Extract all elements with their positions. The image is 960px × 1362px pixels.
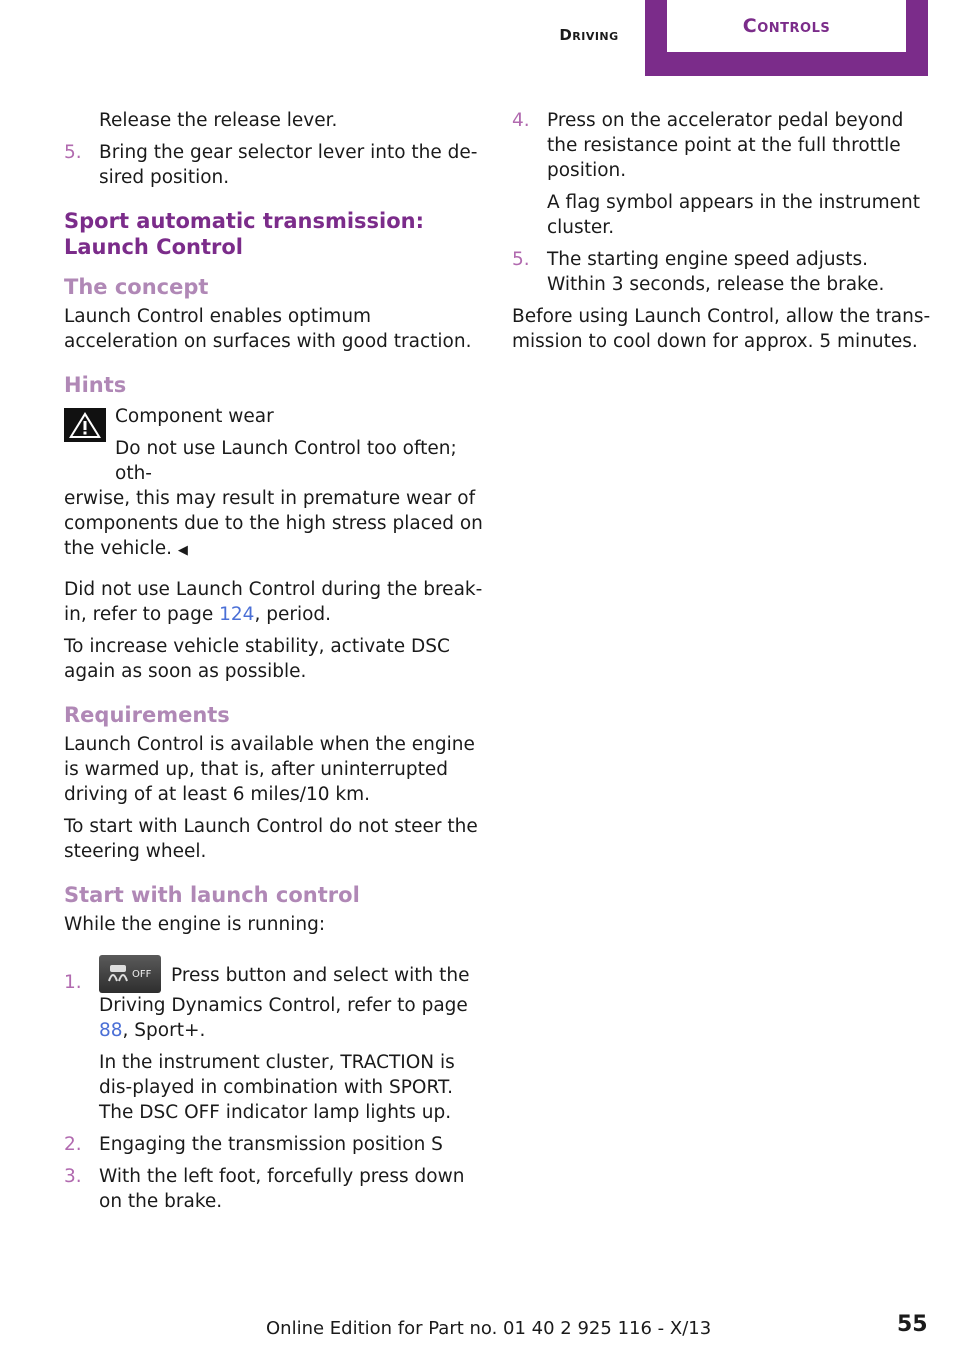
breakin-post: , period. (254, 604, 332, 625)
step1-note: In the instrument cluster, TRACTION is dis‐played in combination with SPORT. The DSC OFF indicator lamp lights up. (99, 1052, 455, 1123)
start-text: While the engine is running: (64, 914, 326, 935)
list-number: 3. (64, 1166, 82, 1187)
warning-triangle-icon (64, 408, 106, 442)
list-item (64, 1164, 484, 1214)
warning-text (115, 404, 484, 486)
list-number: 5. (64, 142, 82, 163)
list-number: 5. (512, 249, 530, 270)
warning-line1: Do not use Launch Control too often; oth‐ (115, 438, 457, 484)
page-link-88[interactable]: 88 (99, 1020, 123, 1041)
list-item-text: Engaging the transmission position S (99, 1134, 443, 1155)
warning-rest-text: erwise, this may result in premature wear of components due to the high stress placed on the vehicle. (64, 488, 483, 559)
warning-rest (64, 486, 484, 563)
end-mark-icon: ◀ (177, 543, 188, 558)
chapter-tabs (533, 0, 928, 76)
step4-text: Press on the accelerator pedal beyond the resistance point at the full throttle position. (547, 110, 904, 181)
list-item (512, 108, 932, 240)
list-item-text: With the left foot, forcefully press down on the brake. (99, 1166, 465, 1212)
svg-text:OFF: OFF (132, 969, 152, 980)
list-number: 1. (64, 972, 82, 993)
step4-note: A flag symbol appears in the instrument cluster. (547, 192, 920, 238)
closing-text: Before using Launch Control, allow the trans‐mission to cool down for approx. 5 minutes. (512, 306, 931, 352)
release-text: Release the release lever. (99, 110, 338, 131)
list-item-text: Bring the gear selector lever into the de‐sired position. (99, 142, 478, 188)
page-number: 55 (897, 1312, 928, 1337)
dsc-text: To increase vehicle stability, activate DSC again as soon as possible. (64, 636, 450, 682)
list-item-body (547, 108, 932, 240)
section-title: Sport automatic transmission: Launch Control (64, 209, 424, 259)
concept-heading: The concept (64, 275, 209, 299)
footer-edition: Online Edition for Part no. 01 40 2 925 116 - X/13 (266, 1318, 712, 1339)
dsc-off-button-icon (99, 955, 161, 993)
requirements-heading: Requirements (64, 703, 230, 727)
list-number: 2. (64, 1134, 82, 1155)
requirements-text-1: Launch Control is available when the engine is warmed up, that is, after uninterrupted driving of at least 6 miles/10 km. (64, 734, 475, 805)
warning-title: Component wear (115, 406, 274, 427)
right-column (512, 108, 932, 361)
breakin-pre: Did not use Launch Control during the break-in, refer to page (64, 579, 483, 625)
step1-text (99, 955, 484, 1043)
warning-block (64, 404, 484, 486)
list-item (64, 140, 484, 190)
list-number: 4. (512, 110, 530, 131)
tab-controls-label: Controls (667, 0, 906, 52)
list-item-text: The starting engine speed adjusts. Within 3 seconds, release the brake. (547, 249, 885, 295)
start-heading: Start with launch control (64, 883, 360, 907)
list-item-body (99, 955, 484, 1125)
list-item (64, 1132, 484, 1157)
page-link-124[interactable]: 124 (219, 604, 255, 625)
left-column (64, 108, 484, 1221)
requirements-text-2: To start with Launch Control do not steer the steering wheel. (64, 816, 478, 862)
tab-driving[interactable]: Driving (559, 26, 619, 44)
hints-heading: Hints (64, 373, 127, 397)
concept-text: Launch Control enables optimum acceleration on surfaces with good traction. (64, 306, 472, 352)
step1-post: , Sport+. (122, 1020, 206, 1041)
list-item (512, 247, 932, 297)
step1-pre: Press button and select with the Driving Dynamics Control, refer to page (99, 965, 470, 1016)
breakin-text (64, 577, 484, 627)
tab-controls[interactable] (645, 0, 928, 76)
list-item (64, 955, 484, 1125)
